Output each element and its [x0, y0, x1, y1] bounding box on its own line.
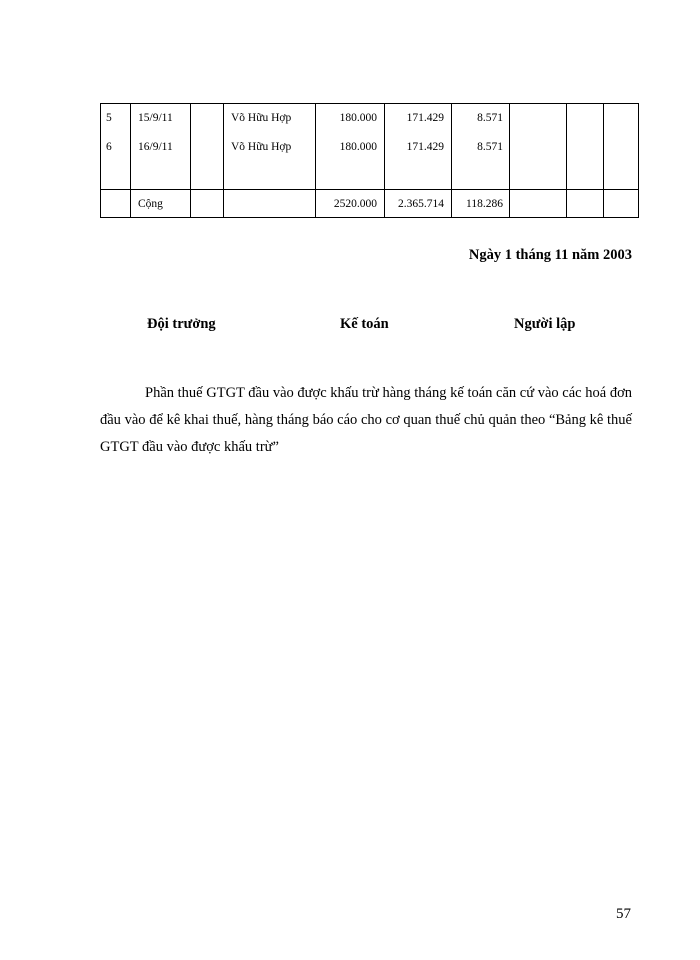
body-paragraph: Phần thuế GTGT đầu vào được khấu trừ hàng tháng kế toán căn cứ vào các hoá đơn đầu vào để kê khai thuế, hàng tháng báo cáo cho cơ quan thuế chủ quản theo “Bảng kê thuế GTGT đầu vào được khấu trừ” — [100, 385, 632, 455]
vat-ledger-table — [100, 103, 639, 218]
page-number: 57 — [616, 906, 631, 922]
table-column-border — [638, 103, 639, 218]
table-total-vat: 118.286 — [466, 198, 503, 210]
table-total-separator — [100, 189, 639, 190]
table-bottom-border — [100, 217, 639, 218]
table-cell-name: Võ Hữu Hợp — [231, 112, 292, 124]
signature-accountant: Kế toán — [340, 316, 389, 332]
table-cell-stt: 5 — [106, 112, 112, 124]
table-top-border — [100, 103, 639, 104]
table-total-sum: 2520.000 — [333, 198, 377, 210]
table-column-border — [100, 103, 101, 218]
document-date: Ngày 1 tháng 11 năm 2003 — [468, 247, 632, 263]
table-column-border — [603, 103, 604, 218]
table-total-pre-tax: 2.365.714 — [398, 198, 444, 210]
table-cell-vat: 8.571 — [477, 141, 503, 153]
table-cell-date: 15/9/11 — [138, 112, 173, 124]
table-column-border — [130, 103, 131, 218]
table-cell-total: 180.000 — [339, 141, 377, 153]
table-total-label: Cộng — [138, 198, 163, 210]
table-column-border — [509, 103, 510, 218]
table-cell-total: 180.000 — [339, 112, 377, 124]
table-cell-vat: 8.571 — [477, 112, 503, 124]
table-cell-pre-tax: 171.429 — [406, 141, 444, 153]
table-cell-pre-tax: 171.429 — [406, 112, 444, 124]
table-cell-name: Võ Hữu Hợp — [231, 141, 292, 153]
signature-team-leader: Đội trưởng — [147, 316, 216, 332]
table-cell-date: 16/9/11 — [138, 141, 173, 153]
table-column-border — [223, 103, 224, 218]
table-column-border — [190, 103, 191, 218]
table-cell-stt: 6 — [106, 141, 112, 153]
signature-preparer: Người lập — [514, 316, 576, 332]
table-column-border — [566, 103, 567, 218]
